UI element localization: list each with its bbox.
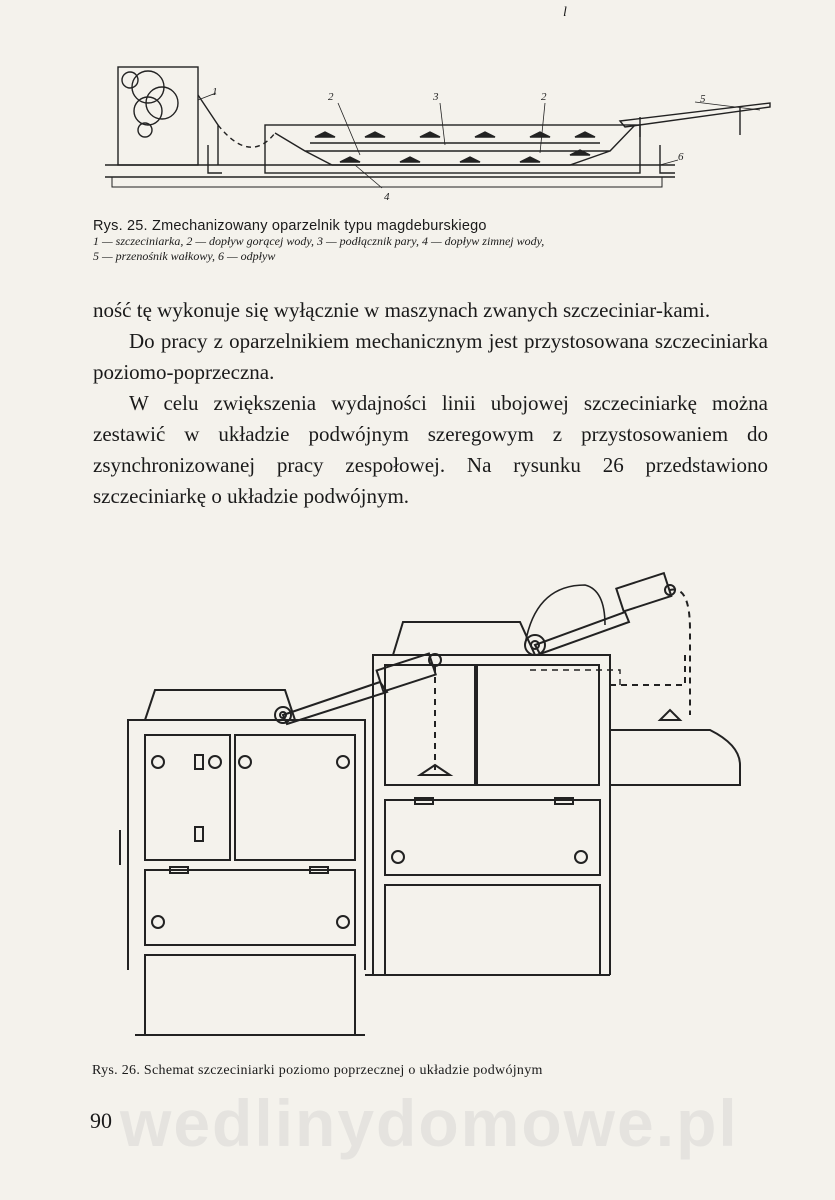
figure-26-caption: Rys. 26. Schemat szczeciniarki poziomo poprzecznej o układzie podwójnym	[92, 1063, 543, 1078]
callout-3: 3	[433, 91, 439, 103]
figure-26-dehairing-machine-diagram	[115, 570, 750, 1050]
figure-25-scalder-diagram	[100, 55, 780, 205]
callout-1: 1	[212, 86, 218, 98]
paragraph-1: ność tę wykonuje się wyłącznie w maszynach zwanych szczeciniar-kami.	[93, 298, 711, 322]
callout-2a: 2	[328, 91, 334, 103]
figure-25-title: Rys. 25. Zmechanizowany oparzelnik typu magdeburskiego	[93, 218, 487, 234]
body-text	[93, 295, 768, 512]
figure-25-caption	[93, 218, 783, 264]
callout-6: 6	[678, 151, 684, 163]
stray-mark: l	[563, 5, 567, 20]
watermark: wedlinydomowe.pl	[120, 1086, 739, 1160]
figure-25-legend-line2: 5 — przenośnik wałkowy, 6 — odpływ	[93, 249, 276, 263]
page-number: 90	[90, 1108, 112, 1133]
callout-2b: 2	[541, 91, 547, 103]
paragraph-3: W celu zwiększenia wydajności linii ubojowej szczeciniarkę można zestawić w układzie podwójnym szeregowym z przystosowaniem do zsynchronizowanej pracy zespołowej. Na rysunku 26 przedstawiono szczeciniarkę o układzie podwójnym.	[93, 391, 768, 508]
callout-4: 4	[384, 191, 390, 203]
paragraph-2: Do pracy z oparzelnikiem mechanicznym jest przystosowana szczeciniarka poziomo-poprzeczna.	[93, 329, 768, 384]
callout-5: 5	[700, 93, 706, 105]
figure-25-legend-line1: 1 — szczeciniarka, 2 — dopływ gorącej wody, 3 — podłącznik pary, 4 — dopływ zimnej wody,	[93, 234, 545, 248]
